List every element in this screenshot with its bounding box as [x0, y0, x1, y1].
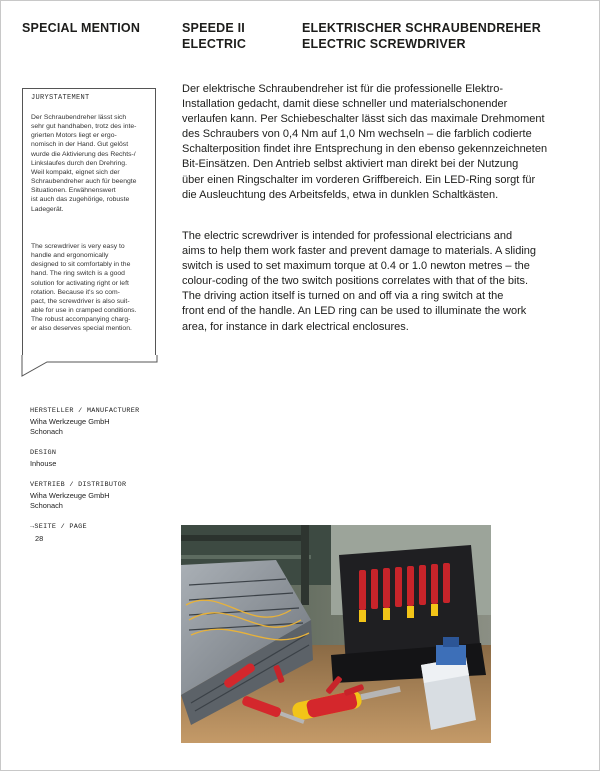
description-german	[182, 82, 574, 203]
text-line: des Schraubers von 0,4 Nm auf 1,0 Nm wechseln – die farblich codierte	[182, 128, 532, 141]
text-line: hand. The ring switch is a good	[31, 270, 125, 278]
text-line: The robust accompanying charg-	[31, 316, 131, 324]
product-photo-illustration	[181, 525, 491, 743]
text-line: ist auch das zugehörige, robuste	[31, 196, 130, 204]
text-line: front end of the handle. An LED ring can be used to illuminate the work	[182, 305, 527, 318]
text-line: Situationen. Erwähnenswert	[31, 187, 116, 195]
text-line: Schraubendreher auch für beengte	[31, 178, 137, 186]
page-reference-label[interactable]: →SEITE / PAGE	[30, 523, 87, 531]
text-line: Weil kompakt, eignet sich der	[31, 168, 120, 176]
text-line: sehr gut handhaben, trotz des inte-	[31, 123, 137, 131]
text-line: die Ausleuchtung des Arbeitsfelds, etwa in dunklen Schaltkästen.	[182, 188, 499, 201]
product-name-line1: SPEEDE II	[182, 21, 245, 35]
text-line: switch is used to set maximum torque at 0.4 or 1.0 newton metres – the	[182, 260, 530, 273]
product-title	[302, 20, 541, 52]
product-title-en: ELECTRIC SCREWDRIVER	[302, 37, 466, 51]
text-line: The driving action itself is turned on and off via a ring switch at the	[182, 290, 504, 303]
text-line: designed to sit comfortably in the	[31, 261, 131, 269]
text-line: Installation gedacht, damit diese schneller und materialschonender	[182, 98, 508, 111]
text-line: able for use in cramped conditions.	[31, 307, 137, 315]
text-line: colour-coding of the two switch positions correlates with that of the bits.	[182, 275, 529, 288]
text-line: Linkslaufes durch den Drehring.	[31, 159, 127, 167]
text-line: area, for instance in dark electrical enclosures.	[182, 320, 409, 333]
product-photo	[181, 525, 491, 743]
jury-box-pointer	[21, 355, 158, 377]
manufacturer-name: Wiha Werkzeuge GmbH	[30, 417, 110, 426]
text-line: pact, the screwdriver is also suit-	[31, 297, 130, 305]
manufacturer-label: HERSTELLER / MANUFACTURER	[30, 407, 140, 415]
text-line: Schalterposition findet ihre Entsprechung in den ebenso gekennzeichneten	[182, 143, 548, 156]
design-label: DESIGN	[30, 449, 57, 457]
page-reference-number[interactable]: 28	[35, 534, 44, 543]
jury-statement-german	[31, 113, 149, 214]
jury-statement-english	[31, 242, 149, 334]
text-line: wurde die Aktivierung des Rechts-/	[31, 150, 136, 158]
text-line: Ladegerät.	[31, 205, 64, 213]
text-line: handle and ergonomically	[31, 252, 109, 260]
distributor-label: VERTRIEB / DISTRIBUTOR	[30, 481, 127, 489]
text-line: Der Schraubendreher lässt sich	[31, 114, 127, 121]
text-line: The screwdriver is very easy to	[31, 243, 125, 250]
text-line: solution for activating right or left	[31, 279, 129, 287]
product-name-line2: ELECTRIC	[182, 37, 247, 51]
design-value: Inhouse	[30, 459, 57, 468]
text-line: nomisch in der Hand. Gut gelöst	[31, 141, 129, 149]
text-line: verlaufen kann. Per Schiebeschalter lässt sich das maximale Drehmoment	[182, 113, 545, 126]
text-line: er also deserves special mention.	[31, 325, 132, 333]
text-line: Der elektrische Schraubendreher ist für die professionelle Elektro-	[182, 83, 503, 95]
distributor-name: Wiha Werkzeuge GmbH	[30, 491, 110, 500]
description-english	[182, 229, 574, 335]
text-line: The electric screwdriver is intended for professional electricians and	[182, 230, 513, 242]
text-line: über einen Ringschalter im vorderen Griffbereich. Ein LED-Ring sorgt für	[182, 173, 536, 186]
manufacturer-city: Schonach	[30, 427, 63, 436]
text-line: Bit-Einsätzen. Den Antrieb selbst aktiviert man direkt bei der Nutzung	[182, 158, 519, 171]
award-category-label: SPECIAL MENTION	[22, 21, 141, 35]
text-line: rotation. Because it's so com-	[31, 288, 120, 296]
product-title-de: ELEKTRISCHER SCHRAUBENDREHER	[302, 21, 541, 35]
text-line: aims to help them work faster and prevent damage to materials. A sliding	[182, 245, 537, 258]
jury-statement-label: JURYSTATEMENT	[31, 94, 90, 102]
distributor-city: Schonach	[30, 501, 63, 510]
text-line: grierten Motors liegt er ergo-	[31, 132, 117, 140]
award-category	[22, 20, 140, 36]
product-name	[182, 20, 246, 52]
